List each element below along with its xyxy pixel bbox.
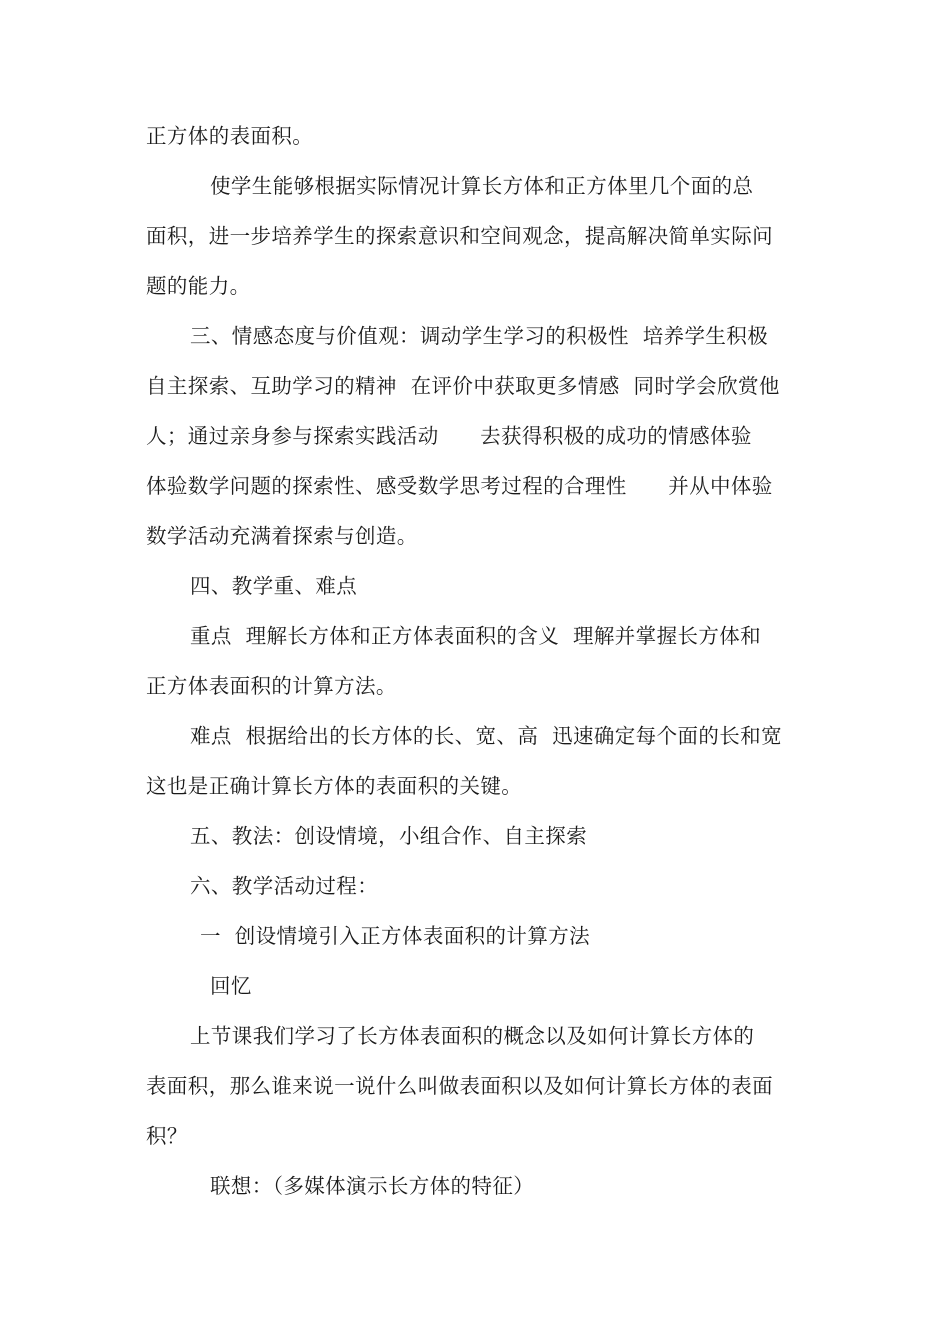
text-line: 三、情感态度与价值观：调动学生学习的积极性 培养学生积极 xyxy=(190,324,769,348)
text-line: 面积，进一步培养学生的探索意识和空间观念，提高解决简单实际问 xyxy=(146,224,773,248)
text-line: 难点 根据给出的长方体的长、宽、高 迅速确定每个面的长和宽 xyxy=(190,724,782,748)
text-line: 重点 理解长方体和正方体表面积的含义 理解并掌握长方体和 xyxy=(190,624,762,648)
text-line: 联想：（多媒体演示长方体的特征） xyxy=(210,1174,535,1198)
text-line: 自主探索、互助学习的精神 在评价中获取更多情感 同时学会欣赏他 xyxy=(146,374,780,398)
subsection-heading: 一 创设情境引入正方体表面积的计算方法 xyxy=(200,924,591,948)
text-line: 上节课我们学习了长方体表面积的概念以及如何计算长方体的 xyxy=(190,1024,755,1048)
text-line: 正方体的表面积。 xyxy=(146,124,314,148)
text-line: 体验数学问题的探索性、感受数学思考过程的合理性 并从中体验 xyxy=(146,474,773,498)
text-line: 使学生能够根据实际情况计算长方体和正方体里几个面的总 xyxy=(210,174,754,198)
text-line: 表面积，那么谁来说一说什么叫做表面积以及如何计算长方体的表面 xyxy=(146,1074,773,1098)
text-line: 数学活动充满着探索与创造。 xyxy=(146,524,418,548)
text-line: 这也是正确计算长方体的表面积的关键。 xyxy=(146,774,523,798)
text-line: 人；通过亲身参与探索实践活动 去获得积极的成功的情感体验 xyxy=(146,424,752,448)
text-line: 回忆 xyxy=(210,974,252,998)
text-line: 题的能力。 xyxy=(146,274,251,298)
section-heading: 四、教学重、难点 xyxy=(190,574,358,598)
text-line: 积？ xyxy=(146,1124,188,1148)
section-heading: 五、教法：创设情境，小组合作、自主探索 xyxy=(190,824,588,848)
section-heading: 六、教学活动过程： xyxy=(190,874,379,898)
text-line: 正方体表面积的计算方法。 xyxy=(146,674,397,698)
